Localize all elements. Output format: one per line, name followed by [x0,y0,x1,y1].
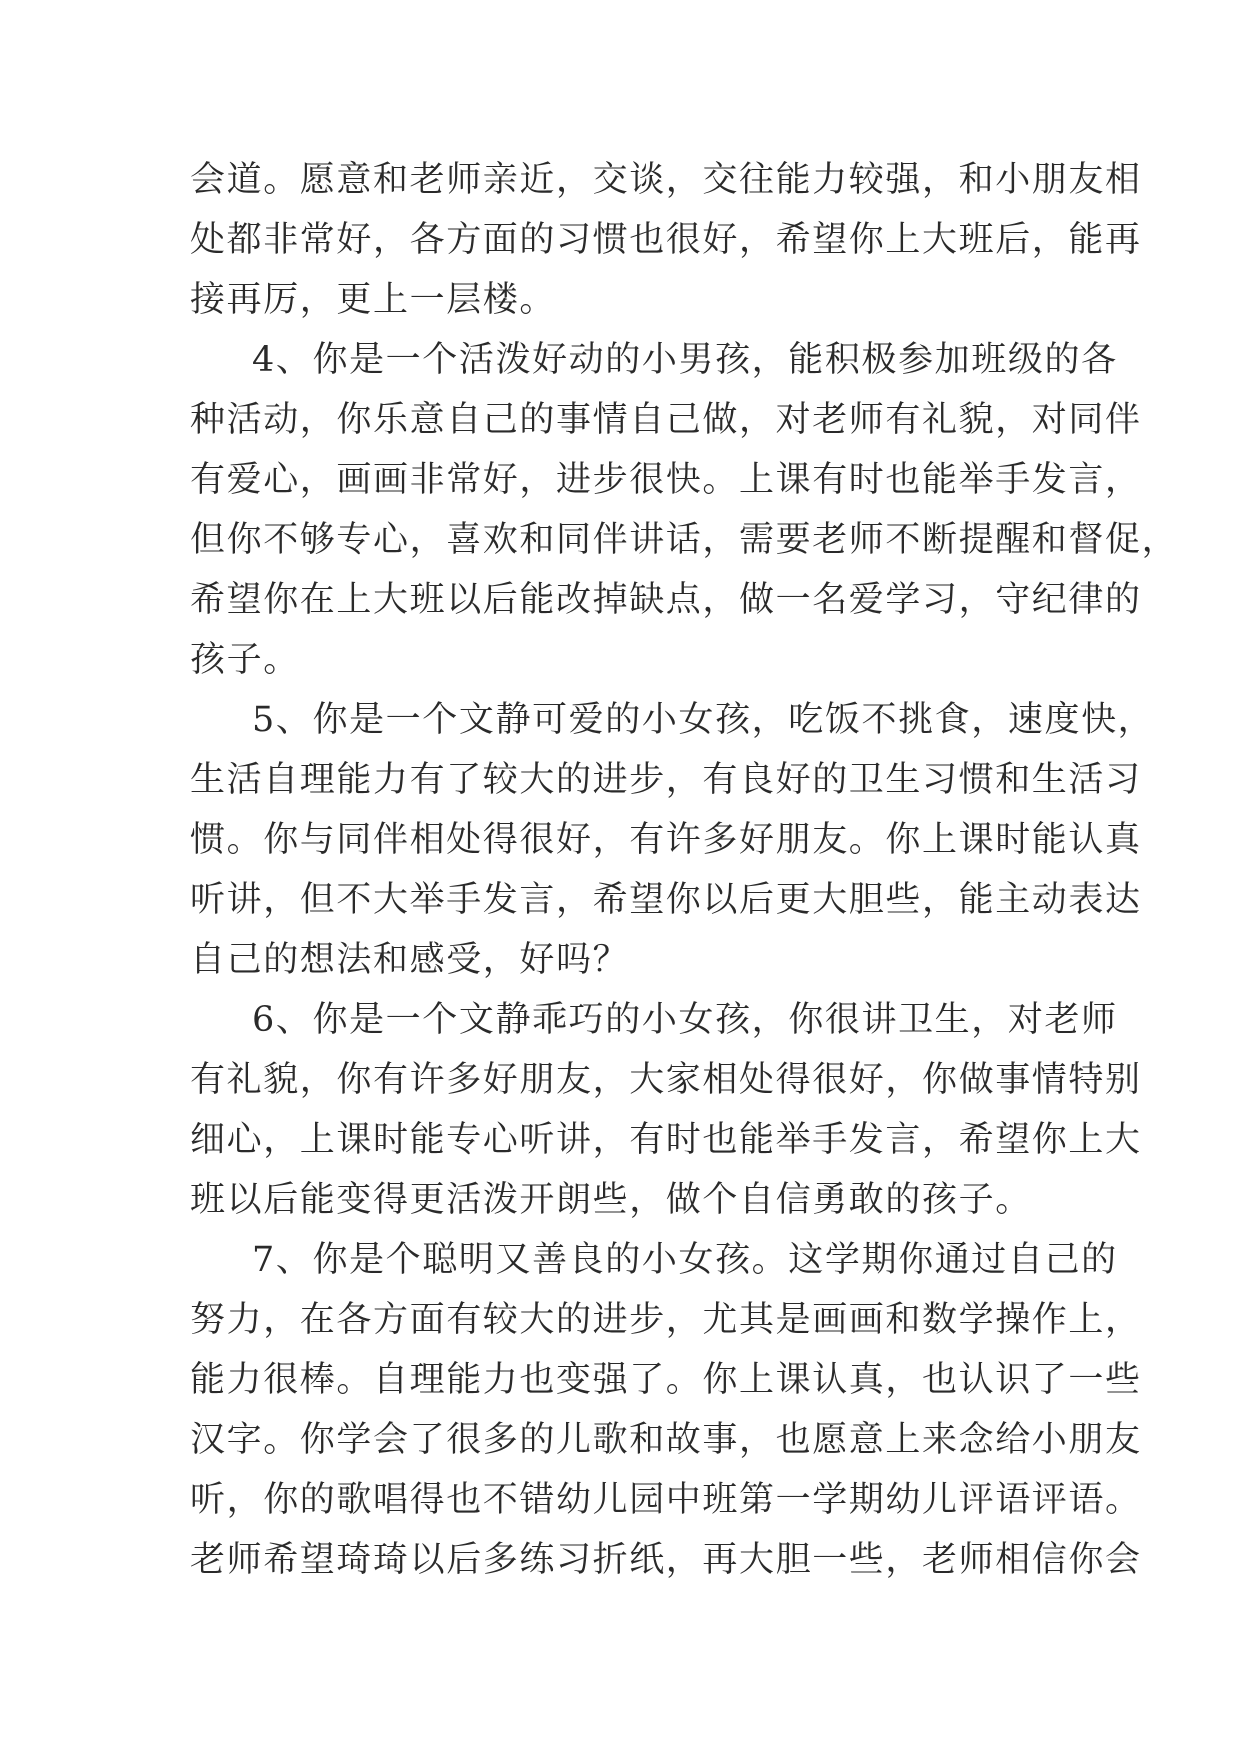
text-line: 孩子。 [190,640,300,680]
text-line: 接再厉，更上一层楼。 [190,280,557,320]
paragraph-5-first-line: 5、你是一个文静可爱的小女孩，吃饭不挑食，速度快， [252,700,1155,740]
text-line: 听讲，但不大举手发言，希望你以后更大胆些，能主动表达 [190,880,1142,920]
text-line: 会道。愿意和老师亲近，交谈，交往能力较强，和小朋友相 [190,160,1142,200]
document-body [190,150,1179,1590]
text-line: 听，你的歌唱得也不错幼儿园中班第一学期幼儿评语评语。 [190,1480,1142,1520]
text-line: 细心，上课时能专心听讲，有时也能举手发言，希望你上大 [190,1120,1142,1160]
text-line: 有礼貌，你有许多好朋友，大家相处得很好，你做事情特别 [190,1060,1142,1100]
paragraph-6-first-line: 6、你是一个文静乖巧的小女孩，你很讲卫生，对老师 [252,1000,1118,1040]
text-line: 汉字。你学会了很多的儿歌和故事，也愿意上来念给小朋友 [190,1420,1142,1460]
text-line: 有爱心，画画非常好，进步很快。上课有时也能举手发言， [190,460,1142,500]
text-line: 种活动，你乐意自己的事情自己做，对老师有礼貌，对同伴 [190,400,1142,440]
text-line: 希望你在上大班以后能改掉缺点，做一名爱学习，守纪律的 [190,580,1142,620]
text-line: 自己的想法和感受，好吗？ [190,940,630,980]
text-line: 努力，在各方面有较大的进步，尤其是画画和数学操作上， [190,1300,1142,1340]
text-line: 处都非常好，各方面的习惯也很好，希望你上大班后，能再 [190,220,1142,260]
text-line: 能力很棒。自理能力也变强了。你上课认真，也认识了一些 [190,1360,1142,1400]
text-line: 惯。你与同伴相处得很好，有许多好朋友。你上课时能认真 [190,820,1142,860]
text-line: 生活自理能力有了较大的进步，有良好的卫生习惯和生活习 [190,760,1142,800]
text-line: 但你不够专心，喜欢和同伴讲话，需要老师不断提醒和督促， [190,520,1179,560]
paragraph-7-first-line: 7、你是个聪明又善良的小女孩。这学期你通过自己的 [252,1240,1118,1280]
text-line: 老师希望琦琦以后多练习折纸，再大胆一些，老师相信你会 [190,1540,1142,1580]
paragraph-4-first-line: 4、你是一个活泼好动的小男孩，能积极参加班级的各 [252,340,1118,380]
text-line: 班以后能变得更活泼开朗些，做个自信勇敢的孩子。 [190,1180,1032,1220]
